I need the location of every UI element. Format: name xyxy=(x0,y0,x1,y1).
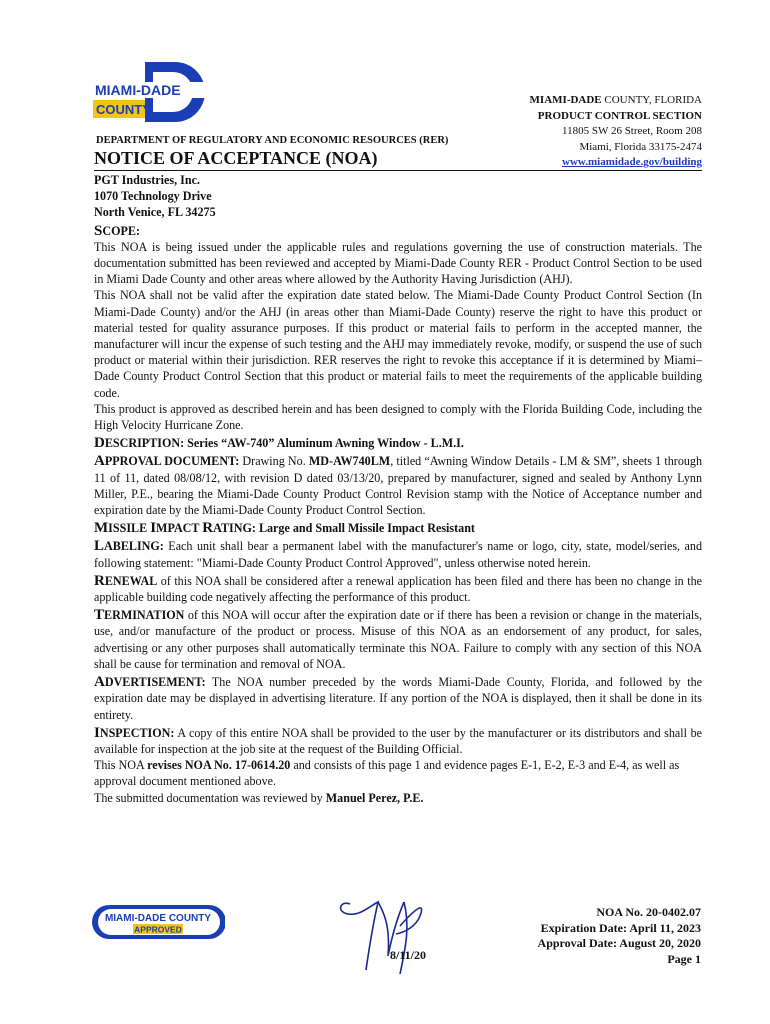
scope-paragraph-3: This product is approved as described herein and has been designed to comply with the Florida Building Code, including the High Velocity Hurricane Zone. xyxy=(94,401,702,433)
termination-section: TERMINATION of this NOA will occur after the expiration date or if there has been a revision or change in the materials, use, and/or manufacture of the product or process. Misuse of this NOA as an endorsement of any product, for sales, advertising or any other purposes shall automatically terminate this NOA. Failure to comply with any section of this NOA shall be cause for termination and removal of NOA. xyxy=(94,607,702,671)
page-number: Page 1 xyxy=(667,952,701,967)
scope-paragraph-1: This NOA is being issued under the applicable rules and regulations governing the use of construction materials. The documentation submitted has been reviewed and accepted by Miami-Dade County RER - Product Control Section to be used in Miami Dade County and other areas where allowed by the Authority Having Jurisdiction (AHJ). xyxy=(94,239,702,287)
page-title: NOTICE OF ACCEPTANCE (NOA) xyxy=(94,148,378,168)
noa-number: NOA No. 20-0402.07 xyxy=(596,905,701,919)
company-address: PGT Industries, Inc. 1070 Technology Drive North Venice, FL 34275 xyxy=(94,173,216,220)
expiration-date: Expiration Date: April 11, 2023 xyxy=(540,920,701,935)
department-name: DEPARTMENT OF REGULATORY AND ECONOMIC RESOURCES (RER) xyxy=(96,135,449,146)
approval-document-section: APPROVAL DOCUMENT: Drawing No. MD-AW740LM, titled “Awning Window Details - LM & SM”, sheets 1 through 11 of 11, dated 08/08/12, with revision D dated 03/13/20, prepared by manufacturer, signed and sealed by Anthony Lynn Miller, P.E., bearing the Miami-Dade County Product Control Revision stamp with the Notice of Acceptance number and expiration date by the Miami-Dade County Product Control Section. xyxy=(94,453,703,518)
scope-heading: SCOPE: xyxy=(94,222,140,239)
office-address: MIAMI-DADE COUNTY, FLORIDA PRODUCT CONTROL SECTION 11805 SW 26 Street, Room 208 Miami, Florida 33175-2474 www.miamidade.gov/building xyxy=(529,94,702,168)
advertisement-section: ADVERTISEMENT: The NOA number preceded by the words Miami-Dade County, Florida, and followed by the expiration date may be displayed in advertising literature. If any portion of the NOA is displayed, then it shall be done in its entirety. xyxy=(94,674,702,722)
website-link[interactable]: www.miamidade.gov/building xyxy=(562,156,702,168)
svg-text:APPROVED: APPROVED xyxy=(134,924,182,935)
svg-text:COUNTY: COUNTY xyxy=(96,102,151,117)
inspection-section: INSPECTION: A copy of this entire NOA shall be provided to the user by the manufacturer or its distributors and shall be available for inspection at the job site at the request of the Building Official. xyxy=(94,724,702,756)
missile-impact-section: MISSILE IMPACT RATING: Large and Small Missile Impact Resistant xyxy=(94,520,475,537)
noa-body xyxy=(94,172,702,806)
miami-dade-approved-badge xyxy=(91,904,225,940)
renewal-section: RENEWAL of this NOA shall be considered after a renewal application has been filed and there has been no change in the applicable building code negatively affecting the performance of this product. xyxy=(94,572,702,605)
labeling-section: LABELING: Each unit shall bear a permanent label with the manufacturer's name or logo, city, state, model/series, and following statement: "Miami-Dade County Product Control Approved", unless otherwise noted herein. xyxy=(94,538,702,570)
reviewer-statement: The submitted documentation was reviewed by Manuel Perez, P.E. xyxy=(94,790,424,805)
revision-statement: This NOA revises NOA No. 17-0614.20 and consists of this page 1 and evidence pages E-1, E-2, E-3 and E-4, as well as approval document mentioned above. xyxy=(94,758,680,789)
svg-text:MIAMI-DADE: MIAMI-DADE xyxy=(95,82,181,98)
title-rule xyxy=(94,170,702,171)
svg-text:MIAMI-DADE COUNTY: MIAMI-DADE COUNTY xyxy=(104,913,212,924)
noa-footer xyxy=(538,905,701,968)
description-section: DESCRIPTION: Series “AW-740” Aluminum Awning Window - L.M.I. xyxy=(94,435,464,452)
signature-date: 8/11/20 xyxy=(390,948,427,962)
approval-date: Approval Date: August 20, 2020 xyxy=(537,936,701,951)
miami-dade-county-logo xyxy=(93,62,213,124)
scope-paragraph-2: This NOA shall not be valid after the expiration date stated below. The Miami-Dade County Product Control Section (In Miami-Dade County) and/or the AHJ (in areas other than Miami-Dade County) reserve the right to have this product or material tested for quality assurance purposes. If this product or material fails to perform in the accepted manner, the manufacturer will incur the expense of such testing and the AHJ may immediately revoke, modify, or suspend the use of such product or material within their jurisdiction. RER reserves the right to revoke this acceptance if it is determined by Miami–Dade County Product Control Section that this product or material fails to meet the requirements of the applicable building code. xyxy=(94,288,702,400)
